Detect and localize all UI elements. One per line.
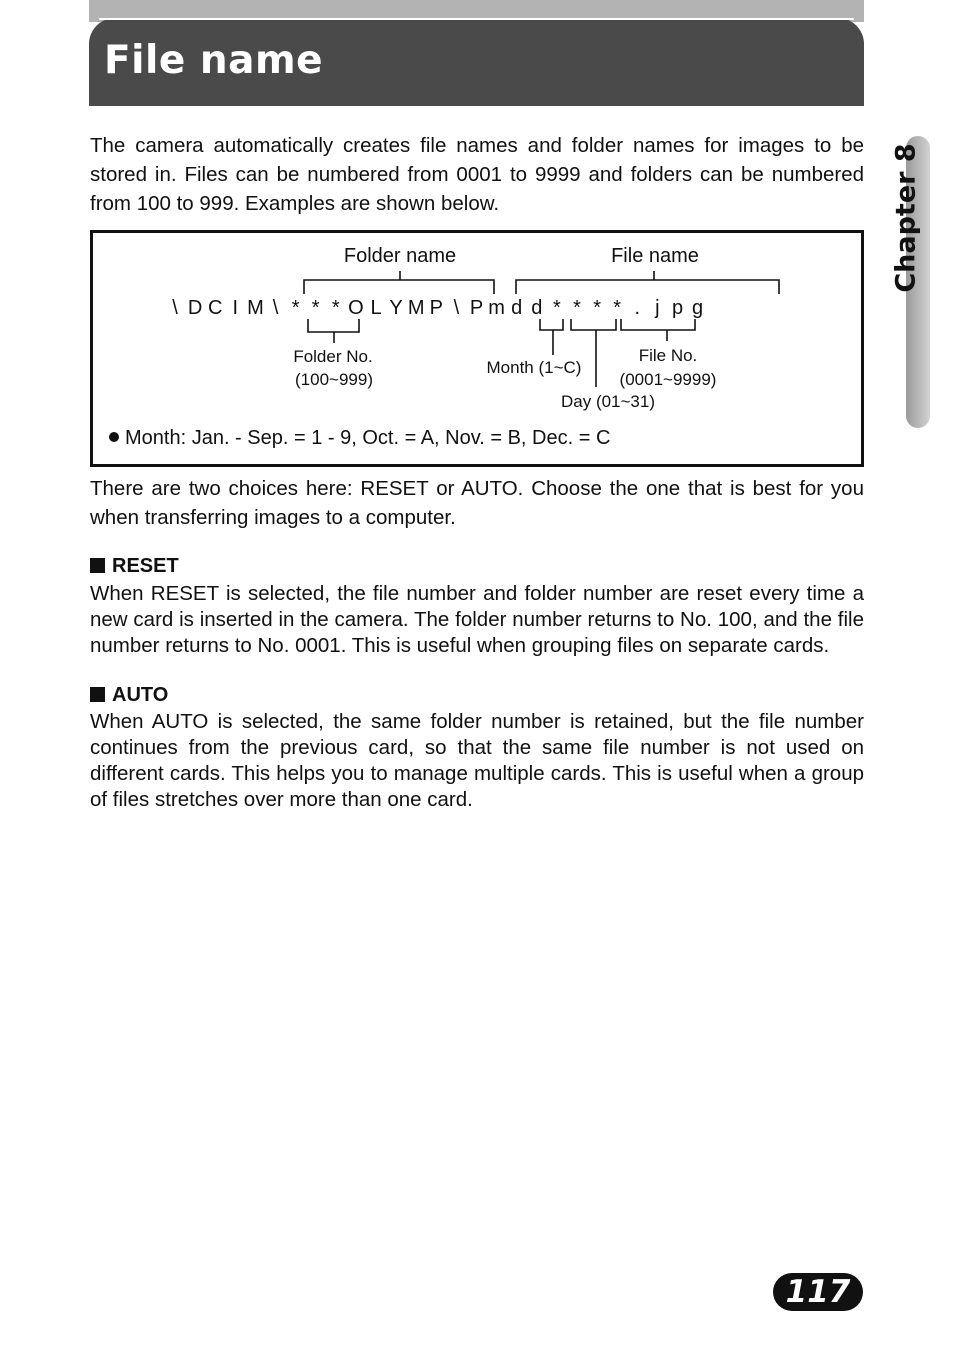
month-note: [109, 427, 610, 450]
folder-name-bracket: [304, 271, 494, 294]
path-char: g: [692, 297, 704, 319]
title-bar-highlight: [99, 18, 854, 20]
path-char: *: [613, 297, 622, 319]
chapter-label: Chapter 8: [890, 143, 922, 293]
path-char: L: [370, 297, 382, 319]
file-no-label: File No.: [638, 346, 698, 365]
choices-paragraph: There are two choices here: RESET or AUTO. Choose the one that is best for you when transferring images to a computer.: [90, 477, 864, 529]
path-char: *: [553, 297, 561, 319]
path-char: *: [573, 297, 581, 319]
page-number: 117: [773, 1273, 863, 1311]
path-char: D: [187, 297, 203, 319]
auto-heading: [90, 684, 168, 707]
auto-heading-text: AUTO: [112, 684, 169, 706]
path-char: O: [348, 297, 364, 319]
month-note-text: Month: Jan. - Sep. = 1 - 9, Oct. = A, Nov. = B, Dec. = C: [125, 427, 611, 449]
folder-no-range: (100~999): [295, 370, 373, 389]
path-char: Y: [389, 297, 403, 319]
path-char: p: [671, 297, 684, 319]
path-char: I: [232, 297, 239, 319]
file-name-diagram: [90, 230, 864, 467]
auto-paragraph: When AUTO is selected, the same folder number is retained, but the file number continues from the previous card, so that the same file number is not used on different cards. This helps you to manage multiple cards. This is useful when a group of files stretches over more than one card.: [90, 710, 864, 811]
path-char: M: [407, 297, 425, 319]
file-name-bracket: [516, 271, 779, 294]
path-char: *: [291, 297, 300, 319]
path-char: d: [511, 297, 523, 319]
page-title: File name: [104, 38, 324, 83]
path-char: P: [469, 297, 484, 319]
square-bullet-icon: [90, 558, 105, 573]
folder-no-label: Folder No.: [293, 347, 373, 366]
path-char: d: [531, 297, 543, 319]
path-char: \: [453, 297, 460, 319]
chapter-label-box: [890, 138, 922, 298]
path-char: *: [593, 297, 601, 319]
path-char: *: [311, 297, 320, 319]
bullet-dot: [109, 432, 119, 442]
path-char: \: [272, 297, 279, 319]
month-bracket: [540, 319, 563, 355]
path-characters: [172, 297, 703, 319]
path-char: m: [488, 297, 505, 319]
path-char: C: [207, 297, 223, 319]
reset-paragraph: When RESET is selected, the file number and folder number are reset every time a new card is inserted in the camera. The folder number returns to No. 100, and the file number returns to No. 0001. This is useful when grouping files on separate cards.: [90, 582, 864, 657]
folder-name-label: Folder name: [343, 245, 457, 267]
path-char: *: [331, 297, 340, 319]
file-name-label: File name: [611, 245, 699, 267]
folder-no-bracket: [308, 319, 359, 343]
path-char: \: [172, 297, 178, 319]
file-no-range: (0001~9999): [619, 370, 717, 389]
square-bullet-icon: [90, 687, 105, 702]
file-no-bracket: [621, 319, 695, 341]
path-char: P: [429, 297, 443, 319]
intro-paragraph: The camera automatically creates file names and folder names for images to be stored in. Files can be numbered from 0001 to 9999 and folders can be numbered from 100 to 999. Examples are shown below.: [90, 134, 864, 215]
month-label: Month (1~C): [486, 358, 582, 377]
reset-heading: [90, 555, 179, 578]
path-char: M: [247, 297, 264, 319]
path-char: .: [634, 297, 641, 319]
day-label: Day (01~31): [560, 392, 656, 411]
path-char: j: [655, 297, 660, 319]
title-bar: [89, 18, 864, 106]
reset-heading-text: RESET: [112, 555, 179, 577]
